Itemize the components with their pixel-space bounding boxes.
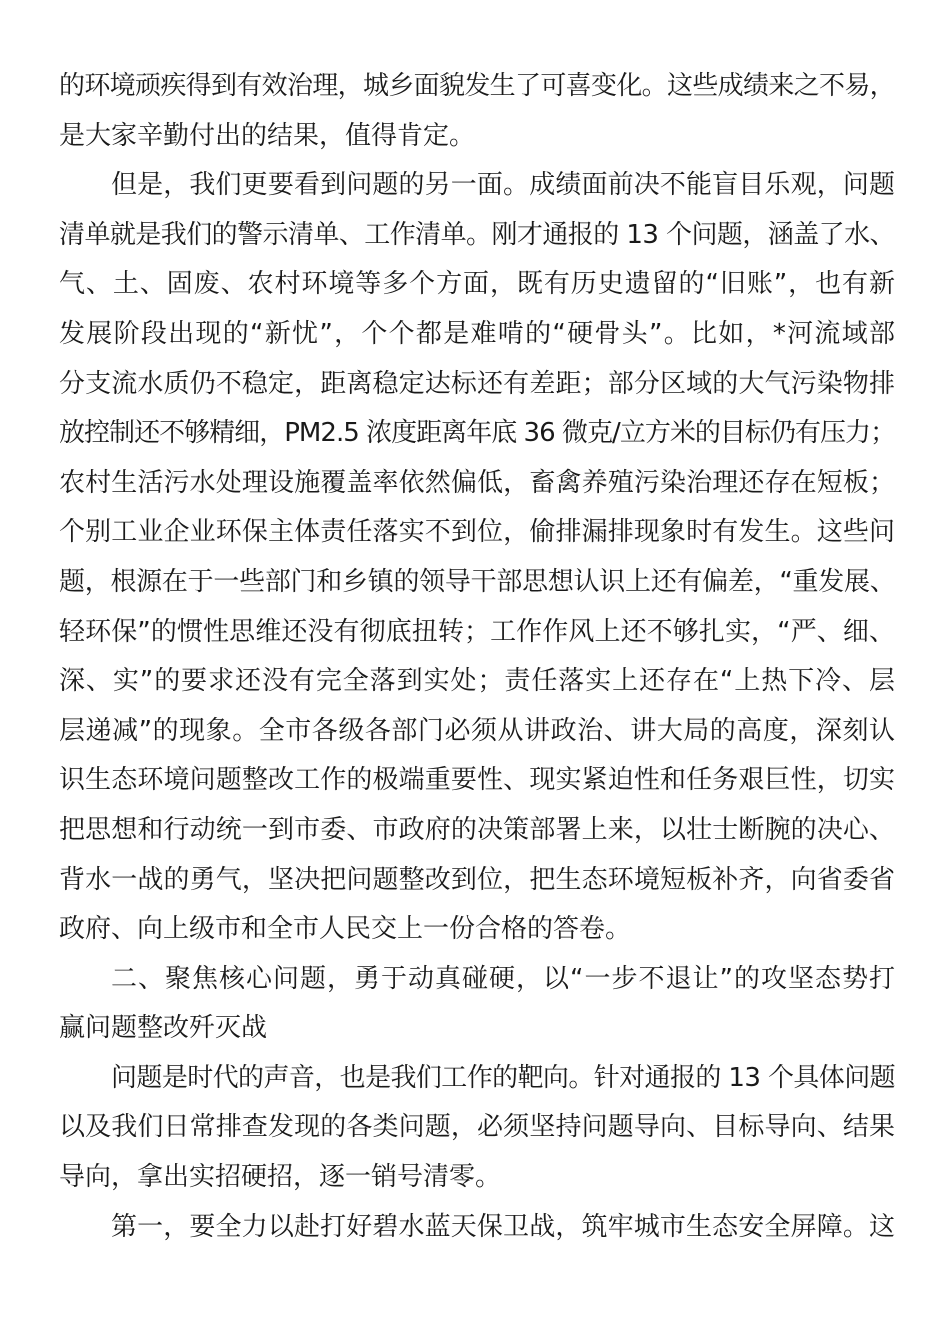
text-line: 背水一战的勇气，坚决把问题整改到位，把生态环境短板补齐，向省委省 <box>59 864 895 895</box>
text-line: 轻环保”的惯性思维还没有彻底扭转；工作作风上还不够扎实，“严、细、 <box>59 616 895 647</box>
heading-line: 二、聚焦核心问题，勇于动真碰硬，以“一步不退让”的攻坚态势打 <box>111 963 895 994</box>
paragraph-1 <box>59 62 895 161</box>
text-line: 导向，拿出实招硬招，逐一销号清零。 <box>59 1162 502 1193</box>
text-line: 气、土、固废、农村环境等多个方面，既有历史遗留的“旧账”，也有新 <box>59 269 895 300</box>
text-line: 识生态环境问题整改工作的极端重要性、现实紧迫性和任务艰巨性，切实 <box>59 765 895 796</box>
text-line: 题，根源在于一些部门和乡镇的领导干部思想认识上还有偏差，“重发展、 <box>59 566 896 597</box>
text-line: 清单就是我们的警示清单、工作清单。刚才通报的 13 个问题，涵盖了水、 <box>59 219 895 250</box>
text-line: 问题是时代的声音，也是我们工作的靶向。针对通报的 13 个具体问题 <box>111 1062 895 1093</box>
section-heading <box>59 955 895 1054</box>
text-line: 个别工业企业环保主体责任落实不到位，偷排漏排现象时有发生。这些问 <box>59 517 895 548</box>
text-line: 以及我们日常排查发现的各类问题，必须坚持问题导向、目标导向、结果 <box>59 1112 895 1143</box>
text-line: 放控制还不够精细，PM2.5 浓度距离年底 36 微克/立方米的目标仍有压力； <box>59 418 896 449</box>
text-line: 发展阶段出现的“新忧”，个个都是难啃的“硬骨头”。比如，*河流域部 <box>59 318 895 349</box>
text-line: 第一，要全力以赴打好碧水蓝天保卫战，筑牢城市生态安全屏障。这 <box>111 1211 895 1242</box>
text-line: 把思想和行动统一到市委、市政府的决策部署上来，以壮士断腕的决心、 <box>59 814 895 845</box>
document-body <box>59 62 895 1252</box>
text-line: 政府、向上级市和全市人民交上一份合格的答卷。 <box>59 914 632 945</box>
text-line: 层递减”的现象。全市各级各部门必须从讲政治、讲大局的高度，深刻认 <box>59 715 895 746</box>
paragraph-4 <box>59 1203 895 1253</box>
text-line: 但是，我们更要看到问题的另一面。成绩面前决不能盲目乐观，问题 <box>111 170 895 201</box>
text-line: 的环境顽疾得到有效治理，城乡面貌发生了可喜变化。这些成绩来之不易， <box>59 71 896 101</box>
heading-line: 赢问题整改歼灭战 <box>59 1013 268 1044</box>
paragraph-2 <box>59 161 895 955</box>
text-line: 是大家辛勤付出的结果，值得肯定。 <box>59 120 476 151</box>
text-line: 农村生活污水处理设施覆盖率依然偏低，畜禽养殖污染治理还存在短板； <box>59 467 895 498</box>
text-line: 分支流水质仍不稳定，距离稳定达标还有差距；部分区域的大气污染物排 <box>59 368 895 399</box>
text-line: 深、实”的要求还没有完全落到实处；责任落实上还存在“上热下冷、层 <box>59 666 895 697</box>
paragraph-3 <box>59 1054 895 1203</box>
